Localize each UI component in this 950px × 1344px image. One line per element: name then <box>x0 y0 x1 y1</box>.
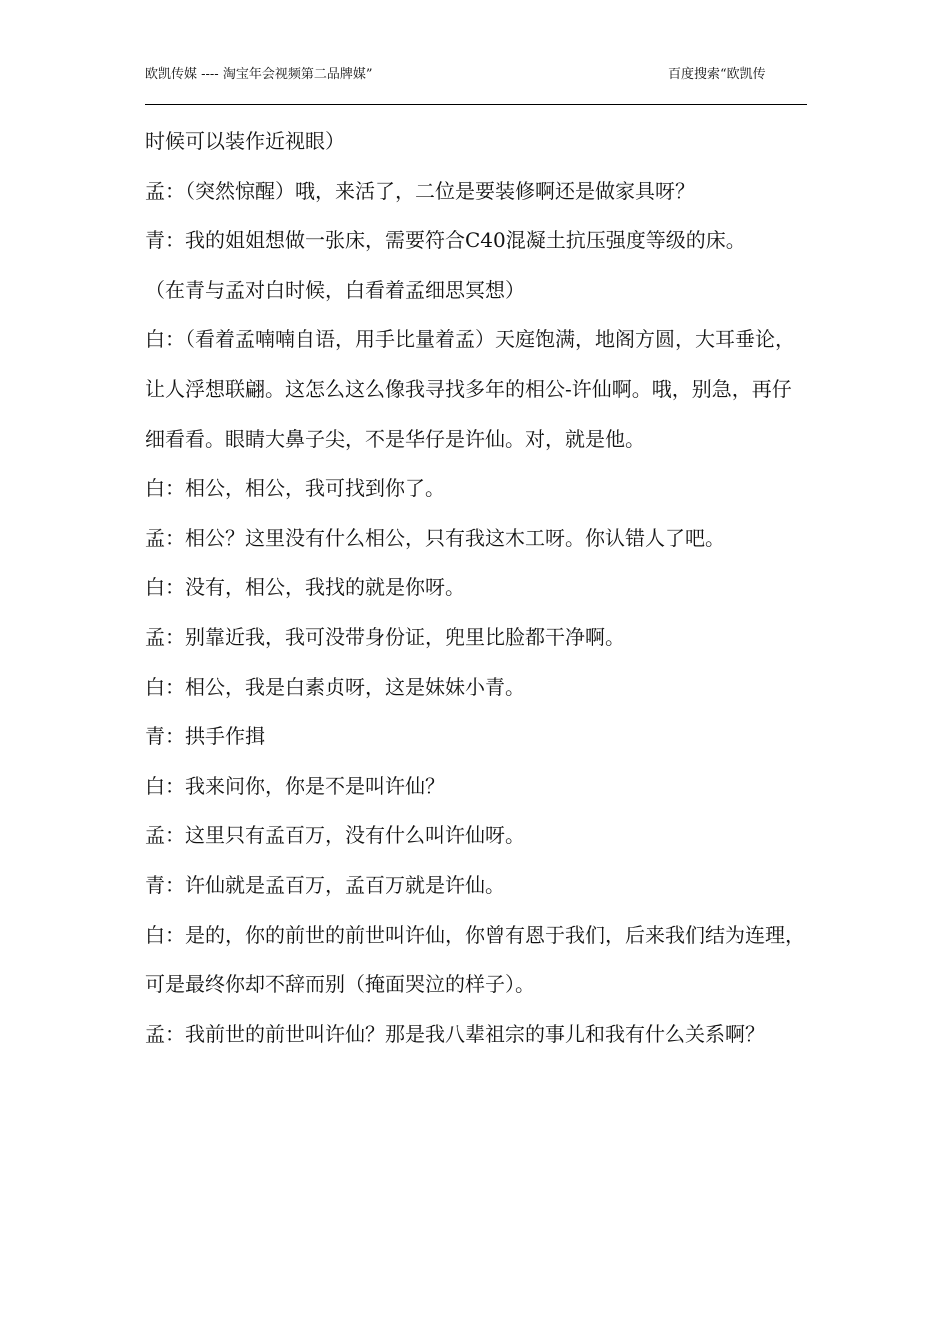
script-body <box>145 117 810 1059</box>
paragraph: 孟：相公？这里没有什么相公，只有我这木工呀。你认错人了吧。 <box>145 525 725 550</box>
paragraph: 白：没有，相公，我找的就是你呀。 <box>145 575 465 600</box>
paragraph: 孟：（突然惊醒）哦，来活了，二位是要装修啊还是做家具呀？ <box>145 178 695 203</box>
header-right-text: 百度搜索“欧凯传 <box>668 67 766 82</box>
paragraph: 白：是的，你的前世的前世叫许仙，你曾有恩于我们，后来我们结为连理，可是最终你却不辞而别（掩面哭泣的样子）。 <box>145 922 805 997</box>
paragraph: 青：拱手作揖 <box>145 724 265 749</box>
paragraph: 孟：我前世的前世叫许仙？那是我八辈祖宗的事儿和我有什么关系啊？ <box>145 1021 765 1046</box>
page-header <box>145 66 807 105</box>
paragraph: 青：我的姐姐想做一张床，需要符合C40混凝土抗压强度等级的床。 <box>145 228 746 253</box>
paragraph: 白：相公，相公，我可找到你了。 <box>145 476 445 501</box>
header-left-text: 欧凯传媒 ---- 淘宝年会视频第二品牌媒” <box>145 67 373 82</box>
paragraph: 白：（看着孟喃喃自语，用手比量着孟）天庭饱满，地阁方圆，大耳垂论，让人浮想联翩。这怎么这么像我寻找多年的相公-许仙啊。哦，别急，再仔细看看。眼睛大鼻子尖，不是华仔是许仙。对，就是他。 <box>145 327 795 451</box>
paragraph: 白：相公，我是白素贞呀，这是妹妹小青。 <box>145 674 525 699</box>
paragraph: 孟：别靠近我，我可没带身份证，兜里比脸都干净啊。 <box>145 624 625 649</box>
paragraph: 孟：这里只有孟百万，没有什么叫许仙呀。 <box>145 823 525 848</box>
paragraph: 白：我来问你，你是不是叫许仙？ <box>145 773 445 798</box>
paragraph: 青：许仙就是孟百万，孟百万就是许仙。 <box>145 872 505 897</box>
paragraph: （在青与孟对白时候，白看着孟细思冥想） <box>145 277 525 302</box>
paragraph: 时候可以装作近视眼） <box>145 129 345 153</box>
